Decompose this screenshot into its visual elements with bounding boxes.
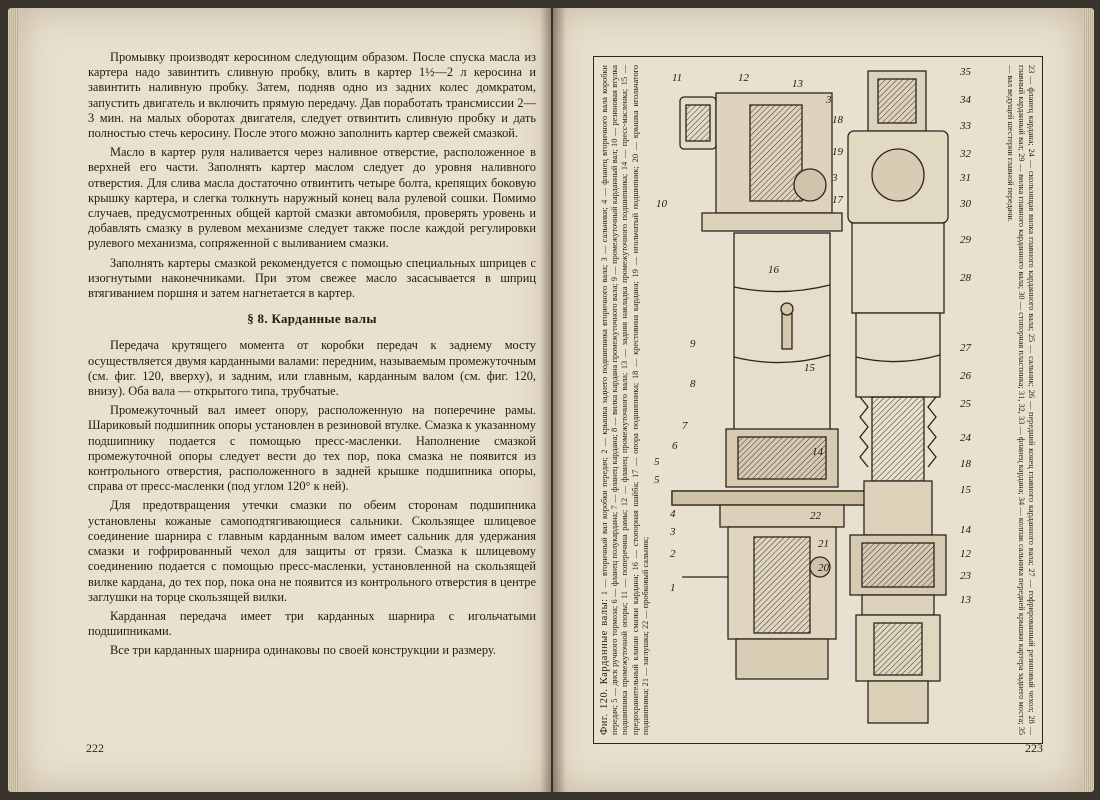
left-page <box>18 8 551 792</box>
callout-label: 15 <box>960 484 971 496</box>
callout-label: 4 <box>670 508 676 520</box>
paragraph: Заполнять картеры смазкой рекомендуется с помощью специальных шприцев с изогнутыми наконечниками. При этом свежее масло засасывается в шприц втягиванием поршня и затем нагнетается в картер. <box>88 255 536 301</box>
figure-frame <box>593 56 1043 744</box>
callouts-lower <box>959 66 972 606</box>
callout-label: 7 <box>682 420 688 432</box>
callout-label: 30 <box>960 198 971 210</box>
callout-label: 9 <box>690 338 696 350</box>
callout-label: 5 <box>654 456 660 468</box>
figure-caption-text: 1 — вторичный вал коробки передач; 2 — крышка заднего подшипника вторичного вала; 3 — сальники; 4 — фланец вторичного вала коробки передач; 5 — диск ручного тормоза; 6 — фланец полукардана; 7 — фланец кардана; 8 — вилка кардана промежуточного вала; 9 — промежуточный карданный вал; 10 — резиновая втулка подшипника промежуточной опоры; 11 — поперечина рамы; 12 — фланец промежуточного вала; 13 — задняя накладка промежуточного подшипника; 14 — пресс-масленка; 15 — предохранительный клапан смазки кардана; 16 — стопорная шайба; 17 — опора подшипника; 18 — крестовина кардана; 19 — игольчатый подшипник; 20 — крышка игольчатого подшипника; 21 — заглушка; 22 — пробковый сальник; <box>600 65 650 735</box>
callout-label: 32 <box>960 148 971 160</box>
callout-label: 14 <box>960 524 971 536</box>
callout-label: 24 <box>960 432 971 444</box>
callout-label: 2 <box>670 548 676 560</box>
right-page <box>553 8 1083 792</box>
page-number: 222 <box>86 741 104 755</box>
callout-label: 3 <box>826 94 832 106</box>
callout-label: 27 <box>960 342 971 354</box>
cardan-shaft-drawing <box>642 57 990 743</box>
callout-label: 12 <box>738 72 749 84</box>
callout-label: 13 <box>792 78 803 90</box>
main-shaft <box>848 71 948 723</box>
page-number: 223 <box>1025 741 1043 755</box>
callout-label: 3 <box>832 172 838 184</box>
callout-label: 8 <box>690 378 696 390</box>
callout-label: 15 <box>804 362 815 374</box>
paragraph: Все три карданных шарнира одинаковы по своей конструкции и размеру. <box>110 643 496 658</box>
callout-label: 22 <box>810 510 821 522</box>
paragraph: Промежуточный вал имеет опору, расположенную на поперечине рамы. Шариковый подшипник опоры установлен в резиновой втулке. Смазка к указанному подшипнику подается с помощью пресс-масленки. Наполнение смазкой промежуточной опоры следует вести до тех пор, пока смазка не появится из контрольного отверстия, расположенного в задней крышке подшипника опоры, справа от пресс-масленки (под углом 120° к ней). <box>88 403 536 494</box>
callout-label: 21 <box>818 538 829 550</box>
callout-label: 18 <box>832 114 843 126</box>
callout-label: 5 <box>654 474 660 486</box>
callout-label: 6 <box>672 440 678 452</box>
callout-label: 17 <box>832 194 843 206</box>
figure-title: Фиг. 120. Карданные валы: <box>599 598 610 735</box>
callout-label: 26 <box>960 370 971 382</box>
section-heading: § 8. Карданные валы <box>247 311 377 327</box>
callout-label: 19 <box>832 146 843 158</box>
callout-label: 10 <box>656 198 667 210</box>
paragraph: Промывку производят керосином следующим образом. После спуска масла из картера надо завинтить сливную пробку, влить в картер 1½—2 л керосина и завинтить наливную пробку. Затем, подняв одно из задних колес домкратом, запустить двигатель и включить прямую передачу. Дав поработать трансмиссии 2—3 мин. на малых оборотах двигателя, следует отвинтить сливную пробку и дать полностью стечь керосину. После этого можно заполнить картер свежей смазкой. <box>88 50 536 141</box>
callout-label: 12 <box>960 548 971 560</box>
paragraph: Передача крутящего момента от коробки передач к заднему мосту осуществляется двумя карданными валами: передним, называемым промежуточным (см. фиг. 120, вверху), и задним, или главным, карданным валом (см. фиг. 120, внизу). Оба вала — открытого типа, трубчатые. <box>88 338 536 399</box>
callout-label: 29 <box>960 234 971 246</box>
book-gutter <box>540 8 566 792</box>
callout-label: 3 <box>670 526 676 538</box>
callout-label: 14 <box>812 446 823 458</box>
paragraph: Карданная передача имеет три карданных шарнира с игольчатыми подшипниками. <box>88 608 536 639</box>
callout-label: 18 <box>960 458 971 470</box>
figure-legend: 23 — фланец кардана; 24 — скользящая вилка главного карданного вала; 25 — сальник; 26 — передний конец главного карданного вала; 27 — гофрированный резиновый чехол; 28 — главный карданный вал; 29 — вилка главного карданного вала; 30 — стопорная пластинка; 31, 32, 33 — фланец кардана; 34 — колпак сальника передней крышки картера заднего моста; 35 — вал ведущей шестерни главной передачи. <box>1006 65 1036 735</box>
callout-label: 34 <box>960 94 971 106</box>
left-text-column <box>88 50 536 663</box>
callout-label: 16 <box>768 264 779 276</box>
callout-label: 33 <box>960 120 971 132</box>
callout-label: 11 <box>672 72 683 84</box>
callout-label: 28 <box>960 272 971 284</box>
paragraph: Для предотвращения утечки смазки по обеим сторонам подшипника установлены кожаные самоподтягивающиеся сальники. Скользящее шлицевое соединение шарнира с главным карданным валом имеет сальник для удержания смазки и гофрированный чехол для защиты от грязи. Смазка к шлицевому соединению подается с помощью пресс-масленки, установленной на скользящей вилке кардана, до тех пор, пока она не появится из контрольного отверстия в центре заглушки на торце скользящей вилки. <box>88 498 536 604</box>
callout-label: 35 <box>960 66 971 78</box>
callout-label: 23 <box>960 570 971 582</box>
callout-label: 1 <box>670 582 676 594</box>
callout-label: 13 <box>960 594 971 606</box>
paragraph: Масло в картер руля наливается через наливное отверстие, расположенное в верхней его части. Заполнять картер маслом следует до уровня наливного отверстия. Для слива масла достаточно отвинтить четыре болта, крепящих боковую крышку картера, и слегка толкнуть наружный конец вала рулевой сошки. Помимо случаев, предусмотренных общей картой смазки автомобиля, проверять уровень и добавлять смазку в рулевом механизме следует также после каждой регулировки рулевого механизма, сопряженной с выливанием смазки. <box>88 145 536 251</box>
callout-label: 25 <box>960 398 971 410</box>
callout-label: 31 <box>960 172 971 184</box>
figure-legend-box <box>994 57 1042 743</box>
callout-label: 20 <box>818 562 829 574</box>
